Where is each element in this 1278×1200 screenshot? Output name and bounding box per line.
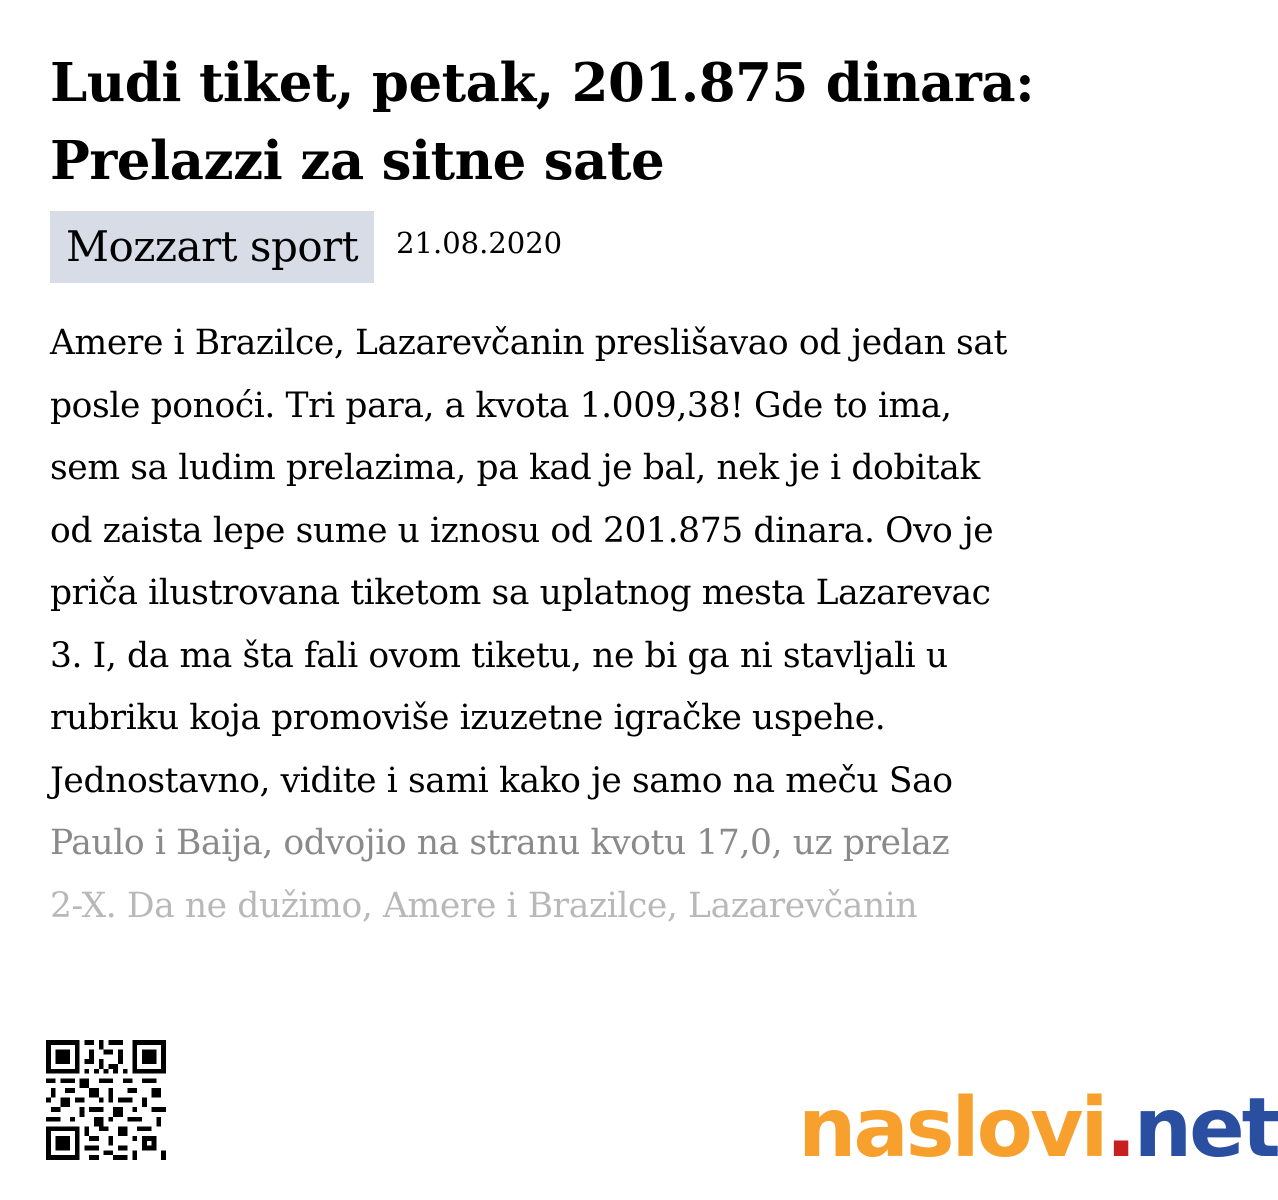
logo-part-naslovi: naslovi — [798, 1081, 1106, 1176]
body-line: posle ponoći. Tri para, a kvota 1.009,38! Gde to ima, — [50, 385, 952, 426]
logo-dot: . — [1105, 1081, 1134, 1176]
body-line: priča ilustrovana tiketom sa uplatnog mesta Lazarevac — [50, 573, 991, 613]
body-line: rubriku koja promoviše izuzetne igračke uspehe. — [50, 698, 886, 738]
article-meta — [50, 211, 562, 283]
body-line: 3. I, da ma šta fali ovom tiketu, ne bi ga ni stavljali u — [50, 635, 948, 676]
qr-code-icon[interactable] — [46, 1040, 166, 1160]
naslovi-logo[interactable] — [798, 1050, 1278, 1176]
logo-part-net: net — [1133, 1081, 1278, 1176]
source-badge[interactable]: Mozzart sport — [50, 211, 374, 283]
article-body — [50, 312, 1160, 937]
body-line: sem sa ludim prelazima, pa kad je bal, nek je i dobitak — [50, 448, 980, 488]
body-line-faded: 2-X. Da ne dužimo, Amere i Brazilce, Lazarevčanin — [50, 885, 918, 926]
publish-date: 21.08.2020 — [396, 226, 563, 260]
article-title: Ludi tiket, petak, 201.875 dinara: Prelazzi za sitne sate — [50, 52, 1035, 192]
body-line: Jednostavno, vidite i sami kako je samo na meču Sao — [50, 760, 953, 801]
body-line: Amere i Brazilce, Lazarevčanin preslišavao od jedan sat — [50, 323, 1007, 363]
body-line: od zaista lepe sume u iznosu od 201.875 dinara. Ovo je — [50, 510, 994, 551]
body-line-faded: Paulo i Baija, odvojio na stranu kvotu 17,0, uz prelaz — [50, 823, 950, 863]
